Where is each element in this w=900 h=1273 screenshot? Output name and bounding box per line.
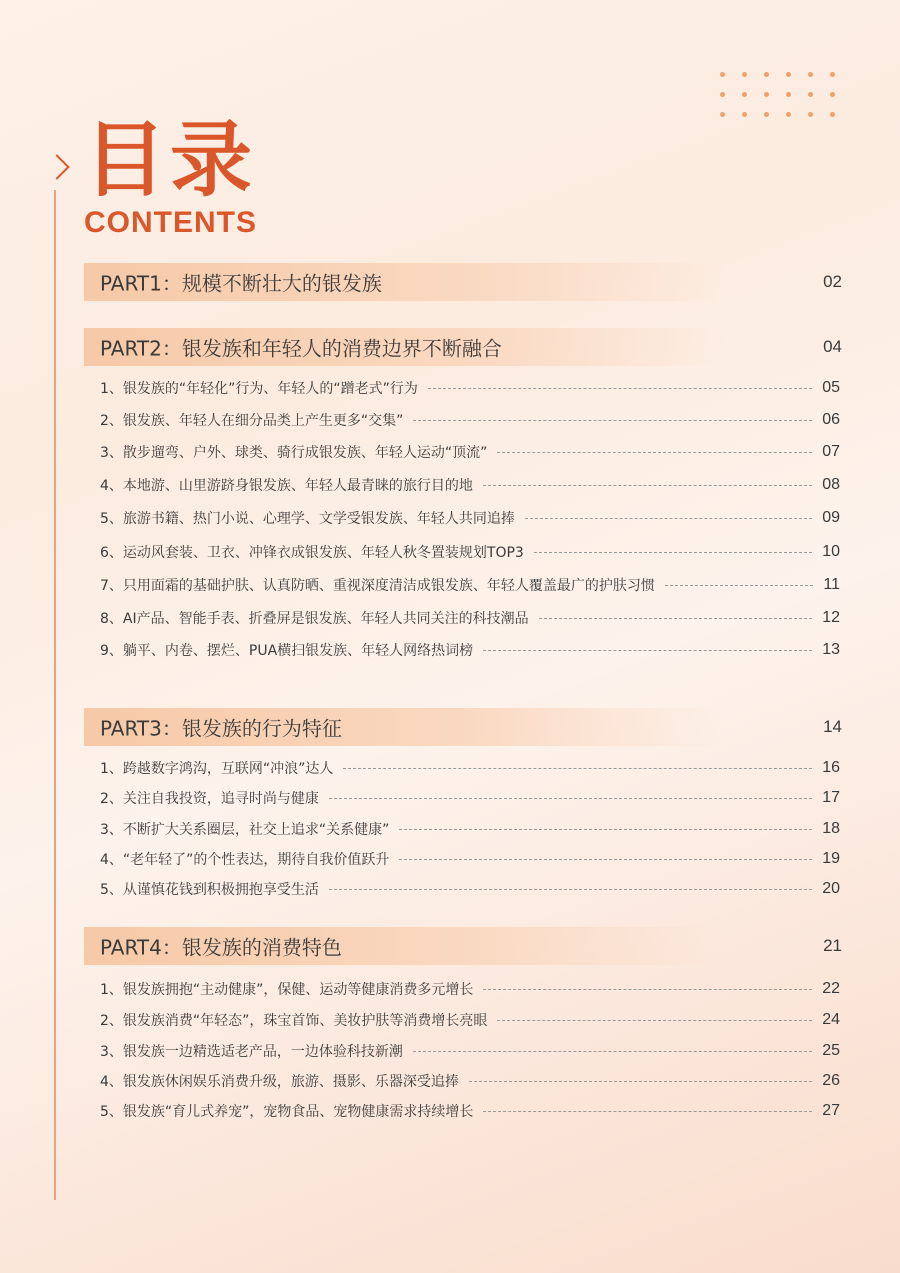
toc-item-page: 17 xyxy=(822,789,840,806)
dotted-leader xyxy=(413,1051,812,1052)
toc-item-text: 6、运动风套装、卫衣、冲锋衣成银发族、年轻人秋冬置装规划TOP3 xyxy=(100,545,524,561)
toc-item-page: 10 xyxy=(822,543,840,560)
dotted-leader xyxy=(469,1081,812,1082)
toc-item-text: 5、从谨慎花钱到积极拥抱享受生活 xyxy=(100,882,319,898)
toc-item-text: 4、“老年轻了”的个性表达，期待自我价值跃升 xyxy=(100,852,390,868)
toc-item[interactable] xyxy=(100,574,840,596)
toc-item-text: 2、银发族消费“年轻态”，珠宝首饰、美妆护肤等消费增长亮眼 xyxy=(100,1013,488,1029)
dotted-leader xyxy=(497,452,812,453)
dotted-leader xyxy=(428,388,812,389)
toc-item[interactable] xyxy=(100,1100,840,1122)
toc-item-page: 20 xyxy=(822,880,840,897)
dotted-leader xyxy=(329,889,812,890)
chevron-right-icon xyxy=(44,154,69,179)
toc-item[interactable] xyxy=(100,441,840,463)
dotted-leader xyxy=(483,989,812,990)
toc-item-page: 09 xyxy=(822,509,840,526)
toc-item-text: 8、AI产品、智能手表、折叠屏是银发族、年轻人共同关注的科技潮品 xyxy=(100,611,529,627)
toc-item[interactable] xyxy=(100,757,840,779)
toc-item[interactable] xyxy=(100,1070,840,1092)
dotted-leader xyxy=(399,859,812,860)
decorative-vertical-line xyxy=(54,190,56,1200)
decorative-dot-grid xyxy=(720,72,852,132)
toc-item[interactable] xyxy=(100,978,840,1000)
dotted-leader xyxy=(483,650,812,651)
toc-item-text: 2、银发族、年轻人在细分品类上产生更多“交集” xyxy=(100,413,404,429)
toc-item-page: 25 xyxy=(822,1042,840,1059)
dotted-leader xyxy=(665,585,813,586)
toc-item-text: 7、只用面霜的基础护肤、认真防晒、重视深度清洁成银发族、年轻人覆盖最广的护肤习惯 xyxy=(100,578,655,594)
part-page-number: 02 xyxy=(823,272,842,291)
toc-item-page: 16 xyxy=(822,759,840,776)
dotted-leader xyxy=(497,1020,812,1021)
part-title: PART2：银发族和年轻人的消费边界不断融合 xyxy=(100,336,502,361)
toc-item-page: 22 xyxy=(822,980,840,997)
toc-item-text: 4、银发族休闲娱乐消费升级，旅游、摄影、乐器深受追捧 xyxy=(100,1074,459,1090)
toc-item[interactable] xyxy=(100,787,840,809)
toc-item[interactable] xyxy=(100,818,840,840)
toc-item[interactable] xyxy=(100,878,840,900)
toc-item[interactable] xyxy=(100,377,840,399)
dotted-leader xyxy=(539,618,813,619)
dotted-leader xyxy=(343,768,812,769)
toc-item[interactable] xyxy=(100,474,840,496)
toc-item[interactable] xyxy=(100,1009,840,1031)
toc-item-page: 05 xyxy=(822,379,840,396)
part-page-number: 21 xyxy=(823,936,842,955)
toc-item-text: 5、银发族“育儿式养宠”，宠物食品、宠物健康需求持续增长 xyxy=(100,1104,474,1120)
toc-item[interactable] xyxy=(100,607,840,629)
dotted-leader xyxy=(399,829,812,830)
part-4-header[interactable] xyxy=(84,927,842,965)
toc-item-text: 1、跨越数字鸿沟，互联网“冲浪”达人 xyxy=(100,761,334,777)
toc-item[interactable] xyxy=(100,409,840,431)
toc-item-page: 08 xyxy=(822,476,840,493)
part-2-header[interactable] xyxy=(84,328,842,366)
toc-item-page: 19 xyxy=(822,850,840,867)
toc-item-text: 5、旅游书籍、热门小说、心理学、文学受银发族、年轻人共同追捧 xyxy=(100,511,515,527)
page-subtitle: CONTENTS xyxy=(84,206,257,239)
toc-item-page: 26 xyxy=(822,1072,840,1089)
toc-item-text: 1、银发族拥抱“主动健康”，保健、运动等健康消费多元增长 xyxy=(100,982,474,998)
part-page-number: 14 xyxy=(823,717,842,736)
toc-item-text: 4、本地游、山里游跻身银发族、年轻人最青睐的旅行目的地 xyxy=(100,478,473,494)
part-title: PART4：银发族的消费特色 xyxy=(100,935,342,960)
dotted-leader xyxy=(534,552,812,553)
toc-item-page: 07 xyxy=(822,443,840,460)
toc-item-text: 3、散步遛弯、户外、球类、骑行成银发族、年轻人运动“顶流” xyxy=(100,445,488,461)
part-page-number: 04 xyxy=(823,337,842,356)
toc-item-text: 3、银发族一边精选适老产品，一边体验科技新潮 xyxy=(100,1044,403,1060)
part-3-header[interactable] xyxy=(84,708,842,746)
dotted-leader xyxy=(329,798,812,799)
page-title: 目录 xyxy=(84,113,257,208)
dotted-leader xyxy=(413,420,812,421)
dotted-leader xyxy=(525,518,812,519)
toc-item[interactable] xyxy=(100,507,840,529)
toc-item[interactable] xyxy=(100,848,840,870)
toc-item-page: 06 xyxy=(822,411,840,428)
toc-item-page: 24 xyxy=(822,1011,840,1028)
toc-item-page: 18 xyxy=(822,820,840,837)
part-title: PART1：规模不断壮大的银发族 xyxy=(100,271,382,296)
toc-item-page: 27 xyxy=(822,1102,840,1119)
toc-item[interactable] xyxy=(100,639,840,661)
toc-item-text: 2、关注自我投资，追寻时尚与健康 xyxy=(100,791,319,807)
dotted-leader xyxy=(483,485,812,486)
toc-item[interactable] xyxy=(100,541,840,563)
part-1-header[interactable] xyxy=(84,263,842,301)
toc-item[interactable] xyxy=(100,1040,840,1062)
toc-item-page: 12 xyxy=(822,609,840,626)
toc-item-text: 3、不断扩大关系圈层，社交上追求“关系健康” xyxy=(100,822,390,838)
toc-item-text: 9、躺平、内卷、摆烂、PUA横扫银发族、年轻人网络热词榜 xyxy=(100,643,474,659)
toc-item-page: 11 xyxy=(823,576,840,593)
toc-item-text: 1、银发族的“年轻化”行为、年轻人的“蹭老式”行为 xyxy=(100,381,418,397)
dotted-leader xyxy=(483,1111,812,1112)
part-title: PART3：银发族的行为特征 xyxy=(100,716,342,741)
toc-item-page: 13 xyxy=(822,641,840,658)
